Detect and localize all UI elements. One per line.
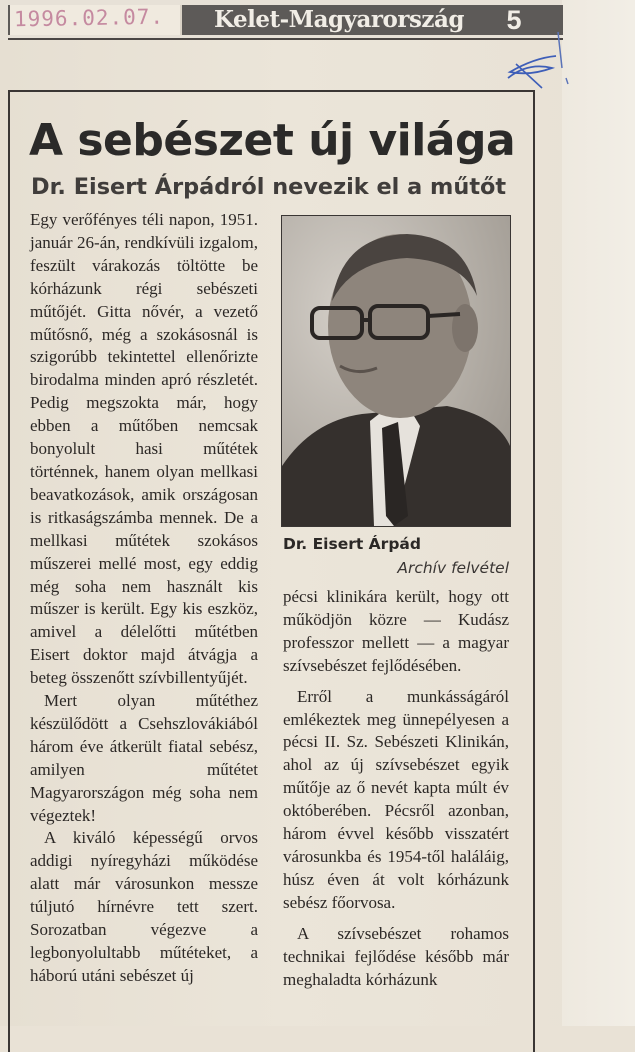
page-number: 5 [506, 5, 522, 35]
article-left-column [30, 209, 258, 988]
article-right-column [283, 586, 509, 991]
paragraph: Egy verőfényes téli napon, 1951. január 26-án, rendkívüli izgalom, feszült várakozás töltötte be kórházunk régi sebészeti műtőjét. Gitta nővér, a vezető műtősnő, még a szokásosnál is szigorúbb tekintettel ellenőrizte birodalma minden apró részletét. Pedig megszokta már, hogy ebben a műtőben nemcsak bonyolult hasi műtétek történnek, hanem olyan mellkasi beavatkozások, amik országosan is ritkaságszámba mennek. De a mellkasi műtétek szokásos műszerei mellé most, egy eddig még soha nem használt kis műszer is került. Egy kis eszköz, amivel a délelőtti műtétben Eisert doktor majd átvágja a beteg összenőtt szívbillentyűjét. [30, 210, 258, 688]
handwritten-date: 1996.02.07. [13, 4, 165, 32]
photo-caption-credit: Archív felvétel [397, 559, 509, 577]
paragraph: Mert olyan műtéthez készülődött a Csehszlovákiából három éve átkerült fiatal sebész, amilyen műtétet Magyarországon még soha nem végeztek! [30, 691, 258, 825]
article-headline: A sebészet új világa [29, 115, 516, 166]
photo-caption-name: Dr. Eisert Árpád [283, 535, 421, 553]
ink-scribble-icon [500, 28, 580, 98]
portrait-photo [281, 215, 511, 527]
newspaper-name: Kelet-Magyarország [214, 6, 464, 33]
paragraph: pécsi klinikára került, hogy ott működjön közre — Kudász professzor mellett — a magyar szívsebészet fejlődésében. [283, 587, 509, 675]
paragraph: Erről a munkásságáról emlékeztek meg ünnepélyesen a pécsi II. Sz. Sebészeti Klinikán, ahol az új szívsebészet egyik műtője az ő nevét kapta múlt év októberében. Pécsről azonban, három évvel később visszatért városunkba és 1954-től haláláig, húsz éven át volt kórházunk sebész főorvosa. [283, 686, 509, 912]
paragraph: A kiváló képességű orvos addigi nyíregyházi működése alatt már városunkon messze túljutó hírnévre tett szert. Sorozatban végezve a legbonyolultabb műtéteket, a háború utáni sebészet új [30, 828, 258, 985]
paragraph: A szívsebészet rohamos technikai fejlődése később már meghaladta kórházunk [283, 923, 509, 989]
paper-margin [562, 0, 635, 1026]
article-subheadline: Dr. Eisert Árpádról nevezik el a műtőt [31, 174, 507, 200]
header-rule [8, 38, 563, 40]
